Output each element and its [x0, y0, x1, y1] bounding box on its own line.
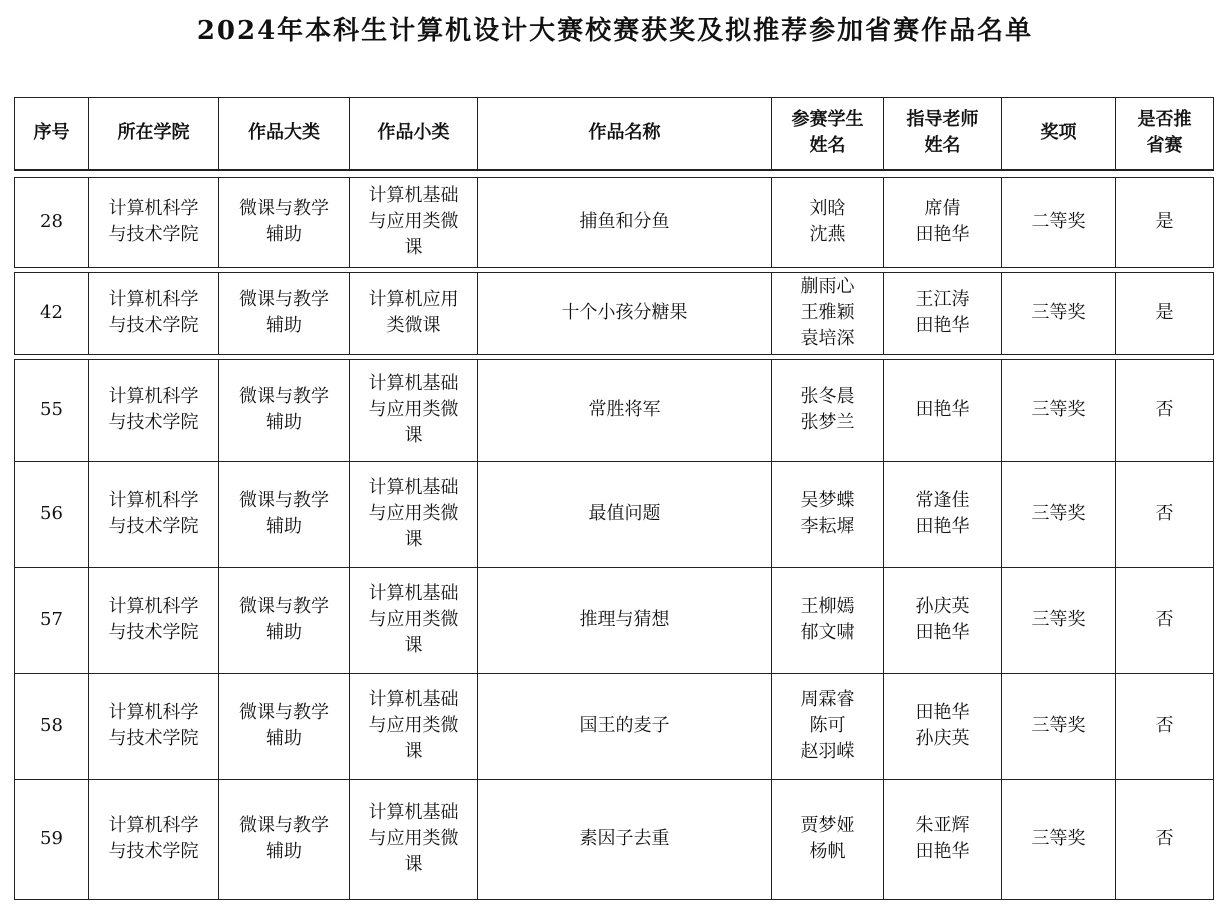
header-minor-category: 作品小类	[350, 98, 478, 170]
table-row	[15, 567, 1214, 673]
row-minor-category: 计算机基础 与应用类微 课	[350, 359, 478, 461]
row-seq: 55	[15, 359, 89, 461]
row-work-name: 捕鱼和分鱼	[478, 177, 772, 267]
table-row	[15, 359, 1214, 461]
row-seq: 58	[15, 673, 89, 779]
row-recommend: 否	[1116, 567, 1214, 673]
row-college: 计算机科学 与技术学院	[89, 567, 219, 673]
award-list-sheet	[14, 97, 1214, 900]
row-advisors: 田艳华 孙庆英	[884, 673, 1002, 779]
row-students: 刘晗 沈燕	[772, 177, 884, 267]
row-advisors: 孙庆英 田艳华	[884, 567, 1002, 673]
page-title: 2024年本科生计算机设计大赛校赛获奖及拟推荐参加省赛作品名单	[196, 16, 1034, 46]
table-row	[15, 673, 1214, 779]
row-work-name: 素因子去重	[478, 779, 772, 899]
row-minor-category: 计算机基础 与应用类微 课	[350, 779, 478, 899]
header-seq: 序号	[15, 98, 89, 170]
row-advisors: 席倩 田艳华	[884, 177, 1002, 267]
row-college: 计算机科学 与技术学院	[89, 673, 219, 779]
row-students: 周霖睿 陈可 赵羽嵘	[772, 673, 884, 779]
table-row	[15, 779, 1214, 899]
header-advisors: 指导老师 姓名	[884, 98, 1002, 170]
row-seq: 56	[15, 461, 89, 567]
row-major-category: 微课与教学 辅助	[219, 359, 350, 461]
header-row	[15, 98, 1214, 170]
row-students: 吴梦蝶 李耘墀	[772, 461, 884, 567]
row-recommend: 否	[1116, 779, 1214, 899]
table-row	[15, 177, 1214, 267]
row-work-name: 常胜将军	[478, 359, 772, 461]
row-major-category: 微课与教学 辅助	[219, 567, 350, 673]
row-college: 计算机科学 与技术学院	[89, 272, 219, 354]
row-recommend: 否	[1116, 461, 1214, 567]
row-students: 王柳嫣 郁文啸	[772, 567, 884, 673]
table-row	[15, 272, 1214, 354]
row-advisors: 朱亚辉 田艳华	[884, 779, 1002, 899]
row-recommend: 是	[1116, 177, 1214, 267]
row-recommend: 是	[1116, 272, 1214, 354]
row-advisors: 常逢佳 田艳华	[884, 461, 1002, 567]
body-table-3	[14, 359, 1214, 900]
row-work-name: 国王的麦子	[478, 673, 772, 779]
row-advisors: 王江涛 田艳华	[884, 272, 1002, 354]
row-students: 张冬晨 张梦兰	[772, 359, 884, 461]
header-table	[14, 97, 1214, 171]
table-row	[15, 461, 1214, 567]
row-advisors: 田艳华	[884, 359, 1002, 461]
row-major-category: 微课与教学 辅助	[219, 779, 350, 899]
row-minor-category: 计算机基础 与应用类微 课	[350, 461, 478, 567]
row-college: 计算机科学 与技术学院	[89, 359, 219, 461]
row-college: 计算机科学 与技术学院	[89, 177, 219, 267]
row-college: 计算机科学 与技术学院	[89, 461, 219, 567]
row-recommend: 否	[1116, 359, 1214, 461]
row-award: 三等奖	[1002, 779, 1116, 899]
row-major-category: 微课与教学 辅助	[219, 177, 350, 267]
row-students: 贾梦娅 杨帆	[772, 779, 884, 899]
row-seq: 59	[15, 779, 89, 899]
header-major-category: 作品大类	[219, 98, 350, 170]
body-table-2	[14, 272, 1214, 355]
row-recommend: 否	[1116, 673, 1214, 779]
row-seq: 42	[15, 272, 89, 354]
row-seq: 57	[15, 567, 89, 673]
row-minor-category: 计算机应用 类微课	[350, 272, 478, 354]
row-minor-category: 计算机基础 与应用类微 课	[350, 177, 478, 267]
row-seq: 28	[15, 177, 89, 267]
row-minor-category: 计算机基础 与应用类微 课	[350, 567, 478, 673]
row-award: 三等奖	[1002, 359, 1116, 461]
header-award: 奖项	[1002, 98, 1116, 170]
row-award: 三等奖	[1002, 673, 1116, 779]
row-award: 二等奖	[1002, 177, 1116, 267]
row-work-name: 推理与猜想	[478, 567, 772, 673]
header-work-name: 作品名称	[478, 98, 772, 170]
row-major-category: 微课与教学 辅助	[219, 673, 350, 779]
row-students: 蒯雨心 王雅颖 袁培深	[772, 272, 884, 354]
header-college: 所在学院	[89, 98, 219, 170]
row-award: 三等奖	[1002, 461, 1116, 567]
header-recommend: 是否推 省赛	[1116, 98, 1214, 170]
row-award: 三等奖	[1002, 567, 1116, 673]
row-major-category: 微课与教学 辅助	[219, 461, 350, 567]
row-work-name: 十个小孩分糖果	[478, 272, 772, 354]
row-college: 计算机科学 与技术学院	[89, 779, 219, 899]
row-minor-category: 计算机基础 与应用类微 课	[350, 673, 478, 779]
row-work-name: 最值问题	[478, 461, 772, 567]
row-major-category: 微课与教学 辅助	[219, 272, 350, 354]
body-table-1	[14, 177, 1214, 268]
header-students: 参赛学生 姓名	[772, 98, 884, 170]
row-award: 三等奖	[1002, 272, 1116, 354]
